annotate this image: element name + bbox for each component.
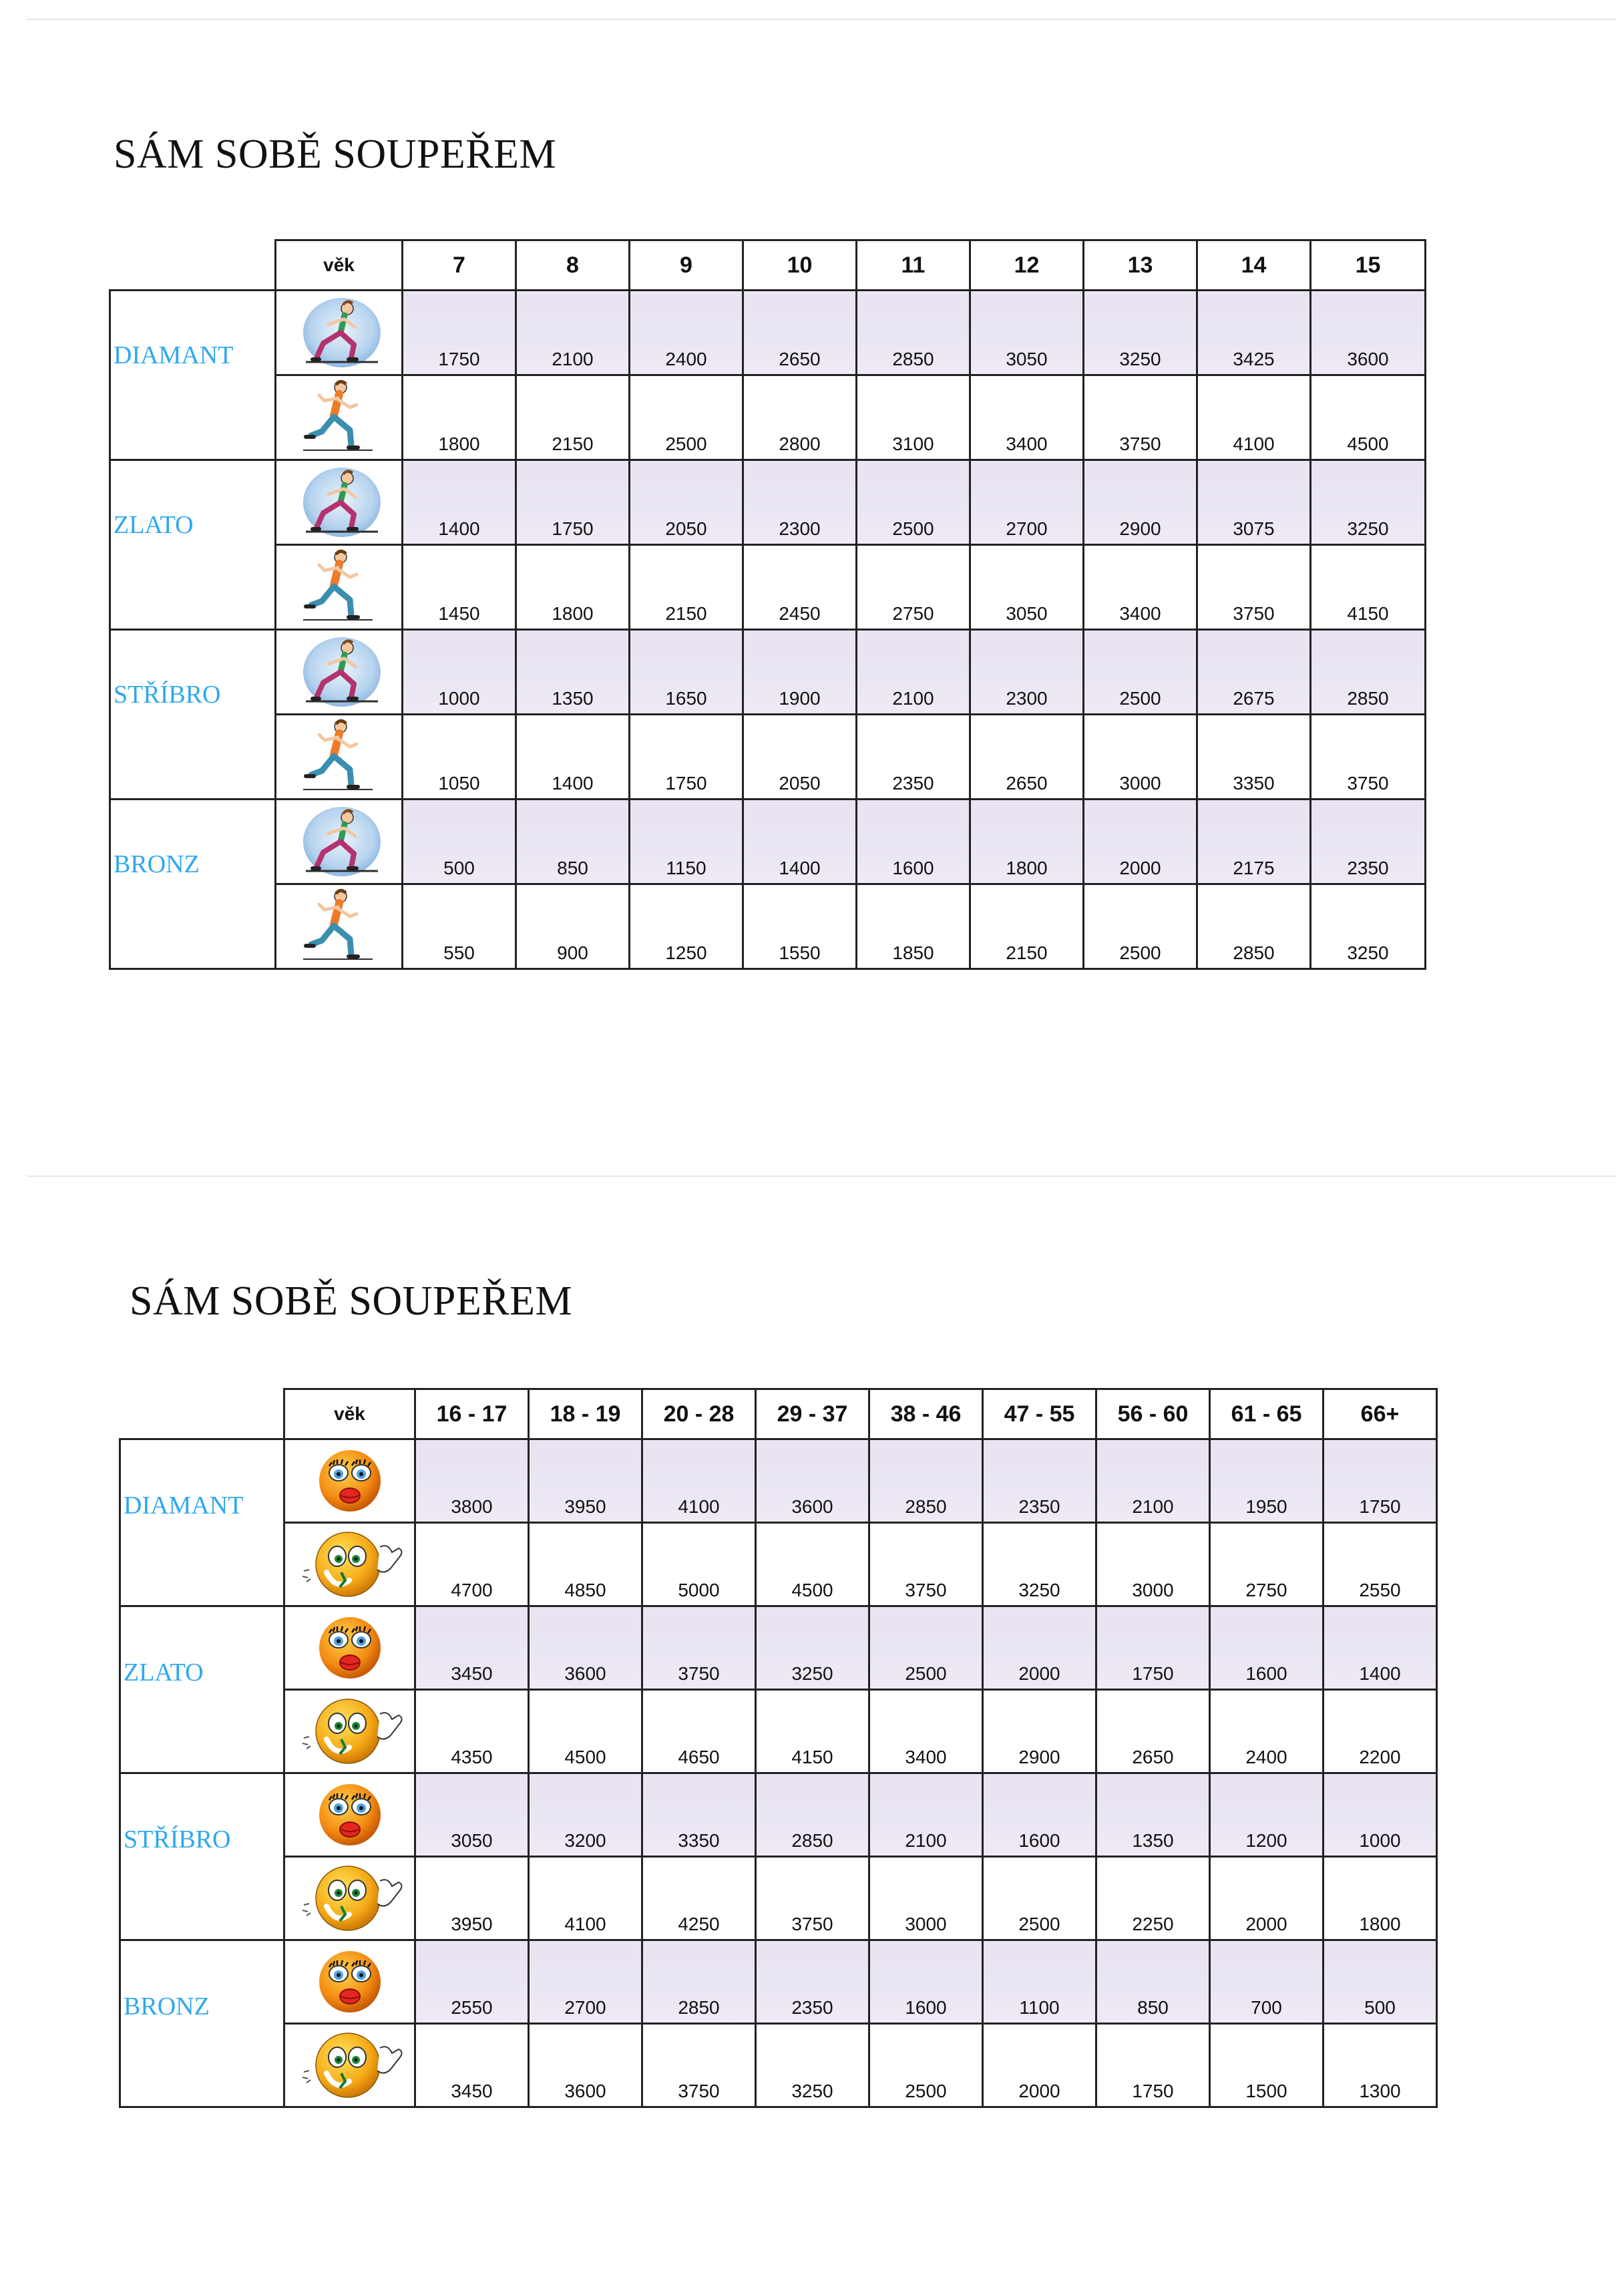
score-cell: 4100 <box>529 1857 642 1940</box>
score-cell: 2750 <box>1210 1523 1324 1606</box>
score-cell: 1100 <box>983 1940 1096 2024</box>
score-cell: 1800 <box>1324 1857 1437 1940</box>
age-header: 56 - 60 <box>1096 1389 1210 1439</box>
score-cell: 3000 <box>869 1857 983 1940</box>
score-cell: 3000 <box>1084 715 1197 800</box>
page-title-adults: SÁM SOBĚ SOUPEŘEM <box>130 1278 573 1324</box>
score-cell: 3425 <box>1197 291 1311 375</box>
age-header: 8 <box>516 240 630 291</box>
boy-row <box>120 1523 1437 1606</box>
score-cell: 2100 <box>1096 1439 1210 1523</box>
boy-icon-cell <box>284 1690 415 1773</box>
score-cell: 1600 <box>869 1940 983 2024</box>
score-cell: 850 <box>516 800 630 884</box>
score-cell: 2550 <box>415 1940 529 2024</box>
score-cell: 1800 <box>970 800 1084 884</box>
age-header: 10 <box>743 240 857 291</box>
boy-row <box>110 375 1426 460</box>
age-header: 29 - 37 <box>756 1389 869 1439</box>
age-header: 12 <box>970 240 1084 291</box>
score-cell: 3750 <box>1197 545 1311 630</box>
score-cell: 1600 <box>1210 1606 1324 1690</box>
age-label: věk <box>276 240 403 291</box>
boy-row <box>120 1857 1437 1940</box>
age-header: 38 - 46 <box>869 1389 983 1439</box>
score-cell: 2650 <box>1096 1690 1210 1773</box>
score-cell: 2350 <box>857 715 970 800</box>
score-cell: 2900 <box>1084 460 1197 545</box>
score-cell: 2700 <box>970 460 1084 545</box>
boy-runner-icon <box>276 887 401 966</box>
level-name: ZLATO <box>110 460 276 630</box>
score-cell: 2850 <box>869 1439 983 1523</box>
girl-row <box>120 1940 1437 2024</box>
score-cell: 2500 <box>1084 630 1197 715</box>
score-cell: 2350 <box>983 1439 1096 1523</box>
score-cell: 2500 <box>983 1857 1096 1940</box>
score-cell: 1950 <box>1210 1439 1324 1523</box>
age-header: 16 - 17 <box>415 1389 529 1439</box>
age-header: 47 - 55 <box>983 1389 1096 1439</box>
level-name: BRONZ <box>110 800 276 969</box>
score-cell: 3075 <box>1197 460 1311 545</box>
score-cell: 2550 <box>1324 1523 1437 1606</box>
level-name: STŘÍBRO <box>120 1773 284 1940</box>
score-cell: 3050 <box>970 545 1084 630</box>
woman-smiley-icon <box>285 1781 414 1848</box>
score-cell: 3100 <box>857 375 970 460</box>
score-cell: 2100 <box>516 291 630 375</box>
score-cell: 1350 <box>516 630 630 715</box>
page-divider <box>27 1176 1616 1177</box>
corner-cell <box>120 1389 284 1439</box>
score-cell: 2650 <box>743 291 857 375</box>
score-cell: 3450 <box>415 2024 529 2107</box>
score-cell: 2400 <box>1210 1690 1324 1773</box>
scan-edge-top <box>27 19 1616 20</box>
score-cell: 1750 <box>1096 2024 1210 2107</box>
boy-runner-icon <box>276 548 401 627</box>
score-cell: 3200 <box>529 1773 642 1857</box>
score-cell: 2350 <box>1311 800 1426 884</box>
score-cell: 4850 <box>529 1523 642 1606</box>
age-header: 7 <box>403 240 516 291</box>
score-cell: 2675 <box>1197 630 1311 715</box>
girl-icon-cell <box>276 630 403 715</box>
score-cell: 3600 <box>756 1439 869 1523</box>
girl-icon-cell <box>276 800 403 884</box>
score-cell: 2750 <box>857 545 970 630</box>
score-cell: 2500 <box>630 375 743 460</box>
score-cell: 2900 <box>983 1690 1096 1773</box>
score-cell: 2050 <box>743 715 857 800</box>
score-cell: 3250 <box>756 2024 869 2107</box>
girl-icon-cell <box>284 1606 415 1690</box>
girl-row <box>120 1606 1437 1690</box>
age-header: 9 <box>630 240 743 291</box>
header-row <box>110 240 1426 291</box>
score-cell: 5000 <box>642 1523 756 1606</box>
woman-smiley-icon <box>285 1948 414 2015</box>
score-cell: 1400 <box>403 460 516 545</box>
man-smiley-icon <box>285 2031 414 2100</box>
boy-row <box>110 715 1426 800</box>
girl-icon-cell <box>276 291 403 375</box>
boy-icon-cell <box>276 884 403 969</box>
score-cell: 2150 <box>630 545 743 630</box>
score-cell: 500 <box>1324 1940 1437 2024</box>
boy-row <box>120 2024 1437 2107</box>
score-cell: 2350 <box>756 1940 869 2024</box>
level-name: DIAMANT <box>120 1439 284 1606</box>
score-cell: 3000 <box>1096 1523 1210 1606</box>
girl-row <box>110 630 1426 715</box>
score-table-children <box>109 239 1426 970</box>
score-cell: 3250 <box>983 1523 1096 1606</box>
score-cell: 3400 <box>869 1690 983 1773</box>
man-smiley-icon <box>285 1697 414 1766</box>
girl-runner-icon <box>276 804 401 879</box>
page-title-children: SÁM SOBĚ SOUPEŘEM <box>114 132 557 177</box>
score-cell: 3050 <box>970 291 1084 375</box>
score-cell: 1900 <box>743 630 857 715</box>
boy-row <box>110 545 1426 630</box>
score-cell: 2200 <box>1324 1690 1437 1773</box>
score-cell: 2500 <box>869 1606 983 1690</box>
score-cell: 2000 <box>983 1606 1096 1690</box>
score-cell: 1200 <box>1210 1773 1324 1857</box>
score-cell: 2850 <box>857 291 970 375</box>
girl-icon-cell <box>276 460 403 545</box>
age-label: věk <box>284 1389 415 1439</box>
score-cell: 2700 <box>529 1940 642 2024</box>
score-cell: 4350 <box>415 1690 529 1773</box>
boy-row <box>110 884 1426 969</box>
score-cell: 3050 <box>415 1773 529 1857</box>
score-cell: 1800 <box>403 375 516 460</box>
girl-row <box>120 1439 1437 1523</box>
score-cell: 700 <box>1210 1940 1324 2024</box>
score-cell: 2000 <box>1084 800 1197 884</box>
score-cell: 2850 <box>1311 630 1426 715</box>
girl-row <box>120 1773 1437 1857</box>
score-cell: 2400 <box>630 291 743 375</box>
girl-icon-cell <box>284 1940 415 2024</box>
boy-icon-cell <box>276 375 403 460</box>
age-header: 20 - 28 <box>642 1389 756 1439</box>
score-cell: 2450 <box>743 545 857 630</box>
score-cell: 2175 <box>1197 800 1311 884</box>
score-cell: 2150 <box>516 375 630 460</box>
score-cell: 4500 <box>756 1523 869 1606</box>
corner-cell <box>110 240 276 291</box>
boy-icon-cell <box>276 545 403 630</box>
score-cell: 1750 <box>630 715 743 800</box>
score-cell: 4650 <box>642 1690 756 1773</box>
score-cell: 3750 <box>642 2024 756 2107</box>
score-cell: 3950 <box>529 1439 642 1523</box>
girl-runner-icon <box>276 295 401 370</box>
boy-runner-icon <box>276 717 401 796</box>
score-cell: 1350 <box>1096 1773 1210 1857</box>
score-cell: 2800 <box>743 375 857 460</box>
score-cell: 1650 <box>630 630 743 715</box>
score-cell: 2500 <box>869 2024 983 2107</box>
girl-icon-cell <box>284 1439 415 1523</box>
score-cell: 1400 <box>1324 1606 1437 1690</box>
score-cell: 3750 <box>642 1606 756 1690</box>
score-cell: 1600 <box>983 1773 1096 1857</box>
score-cell: 500 <box>403 800 516 884</box>
score-cell: 3600 <box>529 1606 642 1690</box>
header-row <box>120 1389 1437 1439</box>
score-cell: 1750 <box>1324 1439 1437 1523</box>
man-smiley-icon <box>285 1864 414 1933</box>
score-cell: 4250 <box>642 1857 756 1940</box>
score-cell: 2650 <box>970 715 1084 800</box>
woman-smiley-icon <box>285 1447 414 1514</box>
score-cell: 3400 <box>970 375 1084 460</box>
score-cell: 2850 <box>642 1940 756 2024</box>
boy-icon-cell <box>284 2024 415 2107</box>
score-cell: 1150 <box>630 800 743 884</box>
score-cell: 3250 <box>756 1606 869 1690</box>
boy-runner-icon <box>276 378 401 457</box>
score-cell: 3950 <box>415 1857 529 1940</box>
level-name: DIAMANT <box>110 291 276 460</box>
age-header: 14 <box>1197 240 1311 291</box>
score-cell: 1000 <box>1324 1773 1437 1857</box>
score-cell: 1600 <box>857 800 970 884</box>
score-cell: 3750 <box>1311 715 1426 800</box>
score-cell: 4150 <box>1311 545 1426 630</box>
score-cell: 900 <box>516 884 630 969</box>
boy-icon-cell <box>284 1857 415 1940</box>
girl-row <box>110 460 1426 545</box>
score-cell: 1000 <box>403 630 516 715</box>
girl-row <box>110 800 1426 884</box>
boy-row <box>120 1690 1437 1773</box>
score-cell: 3600 <box>529 2024 642 2107</box>
score-cell: 1300 <box>1324 2024 1437 2107</box>
level-name: STŘÍBRO <box>110 630 276 800</box>
score-cell: 3450 <box>415 1606 529 1690</box>
boy-icon-cell <box>276 715 403 800</box>
boy-icon-cell <box>284 1523 415 1606</box>
girl-runner-icon <box>276 465 401 540</box>
girl-runner-icon <box>276 635 401 709</box>
score-cell: 2100 <box>857 630 970 715</box>
score-cell: 1750 <box>403 291 516 375</box>
score-cell: 1400 <box>743 800 857 884</box>
age-header: 13 <box>1084 240 1197 291</box>
score-cell: 4150 <box>756 1690 869 1773</box>
score-cell: 3250 <box>1311 460 1426 545</box>
age-header: 18 - 19 <box>529 1389 642 1439</box>
man-smiley-icon <box>285 1530 414 1599</box>
score-cell: 2850 <box>756 1773 869 1857</box>
girl-icon-cell <box>284 1773 415 1857</box>
score-cell: 2300 <box>970 630 1084 715</box>
score-cell: 4100 <box>1197 375 1311 460</box>
score-cell: 1250 <box>630 884 743 969</box>
score-cell: 550 <box>403 884 516 969</box>
score-cell: 1800 <box>516 545 630 630</box>
score-cell: 2000 <box>1210 1857 1324 1940</box>
age-header: 61 - 65 <box>1210 1389 1324 1439</box>
score-cell: 1850 <box>857 884 970 969</box>
score-cell: 2300 <box>743 460 857 545</box>
score-cell: 3750 <box>756 1857 869 1940</box>
score-cell: 2150 <box>970 884 1084 969</box>
score-cell: 3400 <box>1084 545 1197 630</box>
score-cell: 1750 <box>516 460 630 545</box>
score-table-adults <box>119 1388 1438 2108</box>
score-cell: 4500 <box>529 1690 642 1773</box>
score-cell: 1400 <box>516 715 630 800</box>
score-cell: 3250 <box>1311 884 1426 969</box>
age-header: 11 <box>857 240 970 291</box>
score-cell: 3250 <box>1084 291 1197 375</box>
score-cell: 2500 <box>857 460 970 545</box>
score-cell: 3800 <box>415 1439 529 1523</box>
score-cell: 4500 <box>1311 375 1426 460</box>
score-cell: 2500 <box>1084 884 1197 969</box>
level-name: ZLATO <box>120 1606 284 1773</box>
score-cell: 2000 <box>983 2024 1096 2107</box>
score-cell: 1550 <box>743 884 857 969</box>
score-cell: 4700 <box>415 1523 529 1606</box>
score-cell: 3750 <box>1084 375 1197 460</box>
score-cell: 2050 <box>630 460 743 545</box>
score-cell: 2250 <box>1096 1857 1210 1940</box>
woman-smiley-icon <box>285 1614 414 1681</box>
girl-row <box>110 291 1426 375</box>
score-cell: 1050 <box>403 715 516 800</box>
score-cell: 1450 <box>403 545 516 630</box>
age-header: 66+ <box>1324 1389 1437 1439</box>
level-name: BRONZ <box>120 1940 284 2107</box>
score-cell: 2100 <box>869 1773 983 1857</box>
score-cell: 3350 <box>642 1773 756 1857</box>
score-cell: 3350 <box>1197 715 1311 800</box>
score-cell: 4100 <box>642 1439 756 1523</box>
score-cell: 1750 <box>1096 1606 1210 1690</box>
score-cell: 2850 <box>1197 884 1311 969</box>
age-header: 15 <box>1311 240 1426 291</box>
score-cell: 3600 <box>1311 291 1426 375</box>
score-cell: 3750 <box>869 1523 983 1606</box>
score-cell: 1500 <box>1210 2024 1324 2107</box>
score-cell: 850 <box>1096 1940 1210 2024</box>
